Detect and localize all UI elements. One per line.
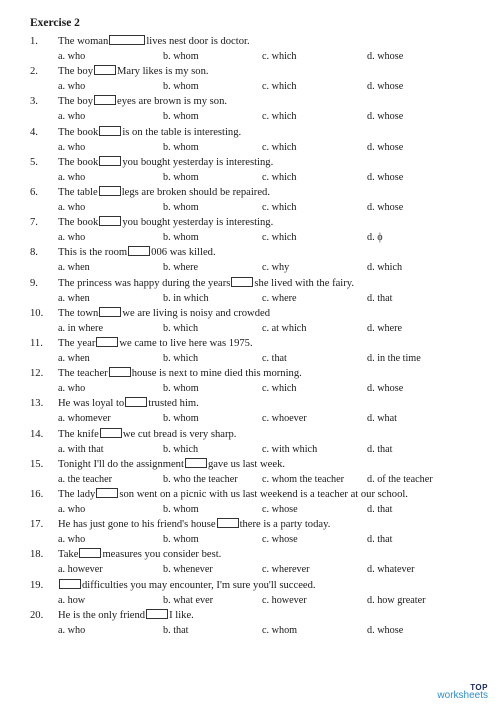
option-c: c. where <box>262 292 297 304</box>
question-text-before-blank: The lady <box>58 489 96 500</box>
question-number: 9. <box>30 277 38 289</box>
question-text-after-blank: you bought yesterday is interesting. <box>122 217 274 229</box>
question-text-after-blank: measures you consider best. <box>102 549 222 561</box>
answer-blank[interactable] <box>99 186 121 196</box>
question-item <box>0 608 500 638</box>
question-text-before-blank: The book <box>58 217 99 229</box>
option-c: c. why <box>262 262 290 274</box>
option-b: b. whom <box>163 232 199 244</box>
option-b: b. who the teacher <box>163 473 238 485</box>
question-text-before-blank: He has just gone to his friend's house <box>58 519 216 531</box>
question-text-after-blank: there is a party today. <box>239 519 331 531</box>
answer-blank[interactable] <box>96 337 118 347</box>
option-d: d. how greater <box>367 594 426 606</box>
option-b: b. whom <box>163 383 199 395</box>
option-c: c. which <box>262 202 297 213</box>
option-a: a. who <box>58 81 86 93</box>
question-text <box>58 366 302 381</box>
question-text <box>58 578 316 593</box>
question-number: 5. <box>30 156 38 168</box>
option-a: a. who <box>58 624 86 636</box>
option-d: d. that <box>367 292 393 304</box>
answer-blank[interactable] <box>79 548 101 558</box>
question-text <box>58 487 408 502</box>
option-c: c. which <box>262 171 297 183</box>
question-number: 11. <box>30 338 43 349</box>
option-c: c. which <box>262 232 297 244</box>
question-text-before-blank: The teacher <box>58 368 108 380</box>
option-d: d. whose <box>367 81 404 93</box>
option-d: d. what <box>367 413 397 425</box>
question-text-before-blank: The boy <box>58 66 94 78</box>
option-d: d. whose <box>367 171 404 183</box>
option-a: a. who <box>58 51 86 62</box>
question-item <box>0 457 500 487</box>
question-item <box>0 547 500 577</box>
question-text <box>58 34 250 49</box>
option-b: b. whom <box>163 81 199 93</box>
exercise-title: Exercise 2 <box>30 17 80 29</box>
question-number: 12. <box>30 368 44 380</box>
option-d: d. whose <box>367 624 404 636</box>
option-a: a. who <box>58 141 86 153</box>
option-d: d. that <box>367 504 393 515</box>
option-d: d. whose <box>367 202 404 213</box>
question-text-before-blank: The boy <box>58 96 94 108</box>
question-text-before-blank: The woman <box>58 36 109 47</box>
question-item <box>0 64 500 94</box>
option-b: b. in which <box>163 292 209 304</box>
option-c: c. whoever <box>262 413 307 425</box>
option-b: b. whenever <box>163 564 213 576</box>
question-item <box>0 245 500 275</box>
question-text <box>58 457 285 472</box>
answer-blank[interactable] <box>125 397 147 407</box>
question-item <box>0 578 500 608</box>
question-number: 16. <box>30 489 44 500</box>
question-item <box>0 396 500 426</box>
option-d: d. of the teacher <box>367 473 433 485</box>
option-d: d. whose <box>367 383 404 395</box>
answer-blank[interactable] <box>59 579 81 589</box>
option-c: c. that <box>262 353 287 364</box>
option-b: b. whom <box>163 51 199 62</box>
option-c: c. whom <box>262 624 298 636</box>
option-d: d. whose <box>367 141 404 153</box>
question-item <box>0 215 500 245</box>
option-a: a. in where <box>58 322 103 334</box>
question-text-after-blank: we are living is noisy and crowded <box>122 307 270 319</box>
option-c: c. at which <box>262 322 307 334</box>
option-d: d. that <box>367 443 393 455</box>
question-number: 7. <box>30 217 38 229</box>
question-text-before-blank: The book <box>58 126 99 138</box>
question-number: 17. <box>30 519 44 531</box>
option-c: c. whom the teacher <box>262 473 345 485</box>
question-text-after-blank: legs are broken should be repaired. <box>121 187 270 198</box>
question-text-before-blank: The table <box>58 187 98 198</box>
option-b: b. where <box>163 262 199 274</box>
question-text <box>58 155 273 170</box>
question-number: 3. <box>30 96 38 108</box>
option-b: b. whom <box>163 504 199 515</box>
answer-blank[interactable] <box>99 216 121 226</box>
question-number: 6. <box>30 187 38 198</box>
question-item <box>0 94 500 124</box>
question-text-after-blank: you bought yesterday is interesting. <box>122 156 274 168</box>
question-text <box>58 215 273 230</box>
question-item <box>0 34 500 64</box>
question-number: 13. <box>30 398 44 410</box>
option-c: c. which <box>262 51 297 62</box>
question-text-after-blank: difficulties you may encounter, I'm sure you'll succeed. <box>82 579 316 591</box>
question-item <box>0 427 500 457</box>
option-d: d. whatever <box>367 564 415 576</box>
answer-blank[interactable] <box>146 609 168 619</box>
question-text <box>58 547 221 562</box>
question-item <box>0 487 500 517</box>
answer-blank[interactable] <box>109 367 131 377</box>
question-text <box>58 185 270 200</box>
question-text-after-blank: I like. <box>169 609 194 621</box>
question-text-after-blank: Mary likes is my son. <box>117 66 209 78</box>
option-d: d. that <box>367 534 393 546</box>
answer-blank[interactable] <box>185 458 207 468</box>
option-c: c. which <box>262 141 297 153</box>
option-a: a. who <box>58 111 86 123</box>
question-item <box>0 366 500 396</box>
option-a: a. however <box>58 564 103 576</box>
question-number: 14. <box>30 428 44 440</box>
option-d: d. whose <box>367 111 404 123</box>
option-c: c. with which <box>262 443 318 455</box>
question-text-after-blank: is on the table is interesting. <box>122 126 242 138</box>
question-number: 1. <box>30 36 38 47</box>
question-number: 2. <box>30 66 38 78</box>
question-text <box>58 306 270 321</box>
option-b: b. which <box>163 443 199 455</box>
question-number: 10. <box>30 307 44 319</box>
option-a: a. who <box>58 383 86 395</box>
question-text <box>58 396 199 411</box>
question-number: 19. <box>30 579 44 591</box>
option-c: c. whose <box>262 504 298 515</box>
question-text-after-blank: house is next to mine died this morning. <box>131 368 302 380</box>
option-c: c. which <box>262 81 297 93</box>
option-d: d. which <box>367 262 403 274</box>
answer-blank[interactable] <box>217 518 239 528</box>
question-text <box>58 245 216 260</box>
option-a: a. who <box>58 232 86 244</box>
question-text <box>58 336 253 351</box>
question-item <box>0 517 500 547</box>
question-text <box>58 64 209 79</box>
question-text-after-blank: gave us last week. <box>207 458 286 470</box>
question-text-before-blank: He was loyal to <box>58 398 125 410</box>
question-text <box>58 608 194 623</box>
answer-blank[interactable] <box>99 156 121 166</box>
question-text-before-blank: He is the only friend <box>58 609 146 621</box>
question-number: 18. <box>30 549 44 561</box>
option-c: c. wherever <box>262 564 310 576</box>
option-a: a. when <box>58 353 90 364</box>
question-text-after-blank: we cut bread is very sharp. <box>122 428 237 440</box>
answer-blank[interactable] <box>94 65 116 75</box>
question-text <box>58 94 227 109</box>
option-a: a. how <box>58 594 86 606</box>
answer-blank[interactable] <box>96 488 118 498</box>
option-a: a. the teacher <box>58 473 113 485</box>
question-text-before-blank: The princess was happy during the years <box>58 277 231 289</box>
question-item <box>0 276 500 306</box>
question-text <box>58 427 236 442</box>
question-text-after-blank: son went on a picnic with us last weekend is a teacher at our school. <box>119 489 408 500</box>
option-b: b. whom <box>163 413 199 425</box>
option-c: c. whose <box>262 534 298 546</box>
option-b: b. which <box>163 322 199 334</box>
question-text-before-blank: The book <box>58 156 99 168</box>
question-number: 4. <box>30 126 38 138</box>
option-a: a. with that <box>58 443 104 455</box>
question-text-after-blank: lives nest door is doctor. <box>146 36 250 47</box>
answer-blank[interactable] <box>99 126 121 136</box>
option-b: b. whom <box>163 202 199 213</box>
option-a: a. who <box>58 504 86 515</box>
question-text <box>58 276 354 291</box>
question-number: 15. <box>30 458 44 470</box>
question-text-after-blank: eyes are brown is my son. <box>117 96 228 108</box>
option-b: b. whom <box>163 171 199 183</box>
question-item <box>0 125 500 155</box>
question-text-before-blank: The year <box>58 338 96 349</box>
question-item <box>0 306 500 336</box>
question-text-before-blank: This is the room <box>58 247 128 259</box>
option-a: a. when <box>58 262 90 274</box>
option-d: d. in the time <box>367 353 421 364</box>
option-b: b. whom <box>163 141 199 153</box>
answer-blank[interactable] <box>100 428 122 438</box>
question-text-after-blank: we came to live here was 1975. <box>119 338 253 349</box>
option-c: c. which <box>262 383 297 395</box>
question-text <box>58 125 241 140</box>
question-number: 8. <box>30 247 38 259</box>
answer-blank[interactable] <box>109 35 145 45</box>
option-a: a. who <box>58 534 86 546</box>
question-item <box>0 155 500 185</box>
question-text-after-blank: she lived with the fairy. <box>254 277 355 289</box>
topworksheets-logo <box>437 683 488 701</box>
answer-blank[interactable] <box>94 95 116 105</box>
question-number: 20. <box>30 609 44 621</box>
question-text-before-blank: Take <box>58 549 79 561</box>
question-text-before-blank: The town <box>58 307 99 319</box>
option-a: a. who <box>58 171 86 183</box>
option-d: d. whose <box>367 51 404 62</box>
question-item <box>0 336 500 366</box>
option-c: c. which <box>262 111 297 123</box>
option-b: b. whom <box>163 111 199 123</box>
question-text <box>58 517 330 532</box>
answer-blank[interactable] <box>231 277 253 287</box>
option-b: b. what ever <box>163 594 214 606</box>
option-c: c. however <box>262 594 307 606</box>
question-text-after-blank: 006 was killed. <box>151 247 216 259</box>
question-text-before-blank: The knife <box>58 428 99 440</box>
option-b: b. whom <box>163 534 199 546</box>
answer-blank[interactable] <box>128 246 150 256</box>
question-item <box>0 185 500 215</box>
logo-bottom-text: worksheets <box>437 690 488 701</box>
logo-top-text: TOP <box>470 683 488 692</box>
option-b: b. that <box>163 624 189 636</box>
option-b: b. which <box>163 353 199 364</box>
option-d: d. ϕ <box>367 232 383 244</box>
question-text-after-blank: trusted him. <box>148 398 199 410</box>
question-text-before-blank: Tonight I'll do the assignment <box>58 458 184 470</box>
option-a: a. whomever <box>58 413 111 425</box>
option-a: a. when <box>58 292 90 304</box>
option-d: d. where <box>367 322 403 334</box>
answer-blank[interactable] <box>99 307 121 317</box>
option-a: a. who <box>58 202 86 213</box>
